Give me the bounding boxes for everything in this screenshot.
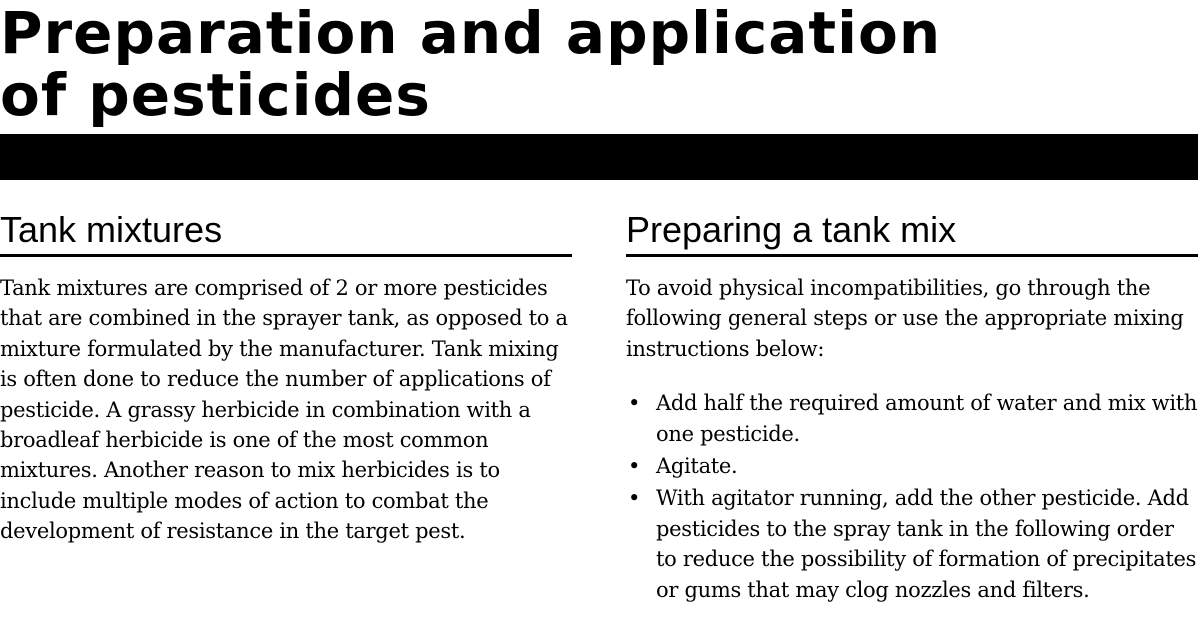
- page-title-line-1: Preparation and application: [0, 0, 942, 67]
- mixing-step-text: With agitator running, add the other pesticide. Add pesticides to the spray tank in the following order to reduce the possibility of formation of precipitates or gums that may clog nozzles and filters.: [656, 486, 1197, 602]
- preparing-tank-mix-section: [626, 208, 1198, 607]
- tank-mixtures-body: Tank mixtures are comprised of 2 or more pesticides that are combined in the sprayer tank, as opposed to a mixture formulated by the manufacturer. Tank mixing is often done to reduce the number of applications of pesticide. A grassy herbicide in combination with a broadleaf herbicide is one of the most common mixtures. Another reason to mix herbicides is to include multiple modes of action to combat the development of resistance in the target pest.: [0, 276, 568, 544]
- mixing-steps-list: [626, 388, 1198, 605]
- list-item: [626, 451, 1198, 481]
- bullet-icon: •: [628, 454, 641, 479]
- tank-mixtures-heading: Tank mixtures: [0, 208, 572, 257]
- list-item: [626, 388, 1198, 449]
- mixing-step-text: Add half the required amount of water and mix with one pesticide.: [656, 391, 1198, 446]
- tank-mixtures-section: [0, 208, 572, 547]
- mixing-step-text: Agitate.: [656, 454, 738, 479]
- preparing-tank-mix-heading: Preparing a tank mix: [626, 208, 1198, 257]
- page-title: [0, 0, 942, 129]
- bullet-icon: •: [628, 486, 641, 511]
- preparing-tank-mix-intro: To avoid physical incompatibilities, go through the following general steps or use the appropriate mixing instructions below:: [626, 276, 1184, 361]
- bullet-icon: •: [628, 391, 641, 416]
- list-item: [626, 483, 1198, 605]
- page-title-line-2: of pesticides: [0, 61, 431, 129]
- title-divider-bar: [0, 134, 1198, 180]
